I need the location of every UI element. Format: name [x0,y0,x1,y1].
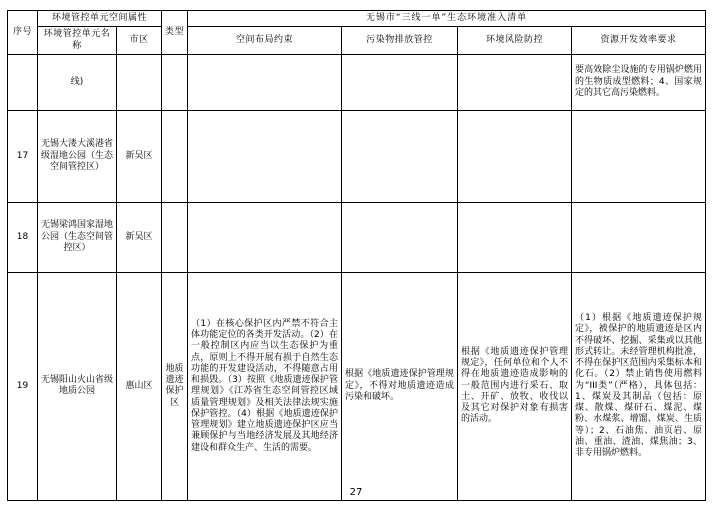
row-space-layout [188,54,342,110]
row-unit-name: 无锡阳山火山省级地质公园 [38,272,117,500]
row-district: 新吴区 [117,110,162,202]
row-unit-name: 无锡大溇大溪港省级湿地公园（生态空间管控区） [38,110,117,202]
row-type [162,54,188,110]
row-pollutant [342,54,458,110]
table-row [8,110,706,202]
row-index [8,54,38,110]
header-col-space-layout: 空间布局约束 [188,27,342,55]
row-pollutant: 根据《地质遗迹保护管理规定》，不得对地质遗迹造成污染和破坏。 [342,272,458,500]
row-unit-name: 线) [38,54,117,110]
row-type-text: 地质遗迹保护区 [165,363,184,408]
row-risk [458,54,572,110]
row-pollutant [342,202,458,272]
row-type [162,110,188,202]
header-group-spatial-attribute: 环境管控单元空间属性 [38,11,162,27]
row-resource: 要高效除尘设施的专用锅炉燃用的生物质成型燃料；4、国家规定的其它高污染燃料。 [572,54,706,110]
row-space-layout [188,202,342,272]
row-index: 17 [8,110,38,202]
row-risk: 根据《地质遗迹保护管理规定》，任何单位和个人不得在地质遗迹造成影响的一般范围内进行采石、取土、开矿、放牧、收伐以及其它对保护对象有损害的活动。 [458,272,572,500]
header-group-access-list: 无锡市“三线一单”生态环境准入清单 [188,11,706,27]
table-row [8,54,706,110]
table-row [8,202,706,272]
row-space-layout: （1）在核心保护区内严禁不符合主体功能定位的各类开发活动。（2）在一般控制区内应当以生态保护为重点，原则上不得开展有损于自然生态功能的开发建设活动，不得随意占用和损毁。（3）按照《地质遗迹保护管理规划》《江苏省生态空间管控区域质量管理规划》及相关法律法规实施保护管控。（4）根据《地质遗迹保护管理规划》建立地质遗迹保护区应当兼顾保护与当地经济发展及其地经济建设和群众生产、生活的需要。 [188,272,342,500]
row-district: 新吴区 [117,202,162,272]
row-district [117,54,162,110]
eco-environment-access-list-table [7,10,706,501]
row-resource [572,110,706,202]
row-index: 18 [8,202,38,272]
table-header-row-2 [8,27,706,55]
row-unit-name: 无锡梁鸿国家湿地公园（生态空间管控区） [38,202,117,272]
page-number: 27 [349,487,363,498]
row-risk [458,202,572,272]
header-col-type-text: 类型 [165,26,185,37]
header-col-unit-name: 环境管控单元名称 [38,27,117,55]
row-pollutant [342,110,458,202]
row-type [162,272,188,500]
row-space-layout [188,110,342,202]
header-col-district: 市区 [117,27,162,55]
row-district: 惠山区 [117,272,162,500]
table-row [8,272,706,500]
header-col-risk: 环境风险防控 [458,27,572,55]
row-type [162,202,188,272]
row-risk [458,110,572,202]
header-col-index: 序号 [8,11,38,55]
row-resource [572,202,706,272]
table-header-row-1 [8,11,706,27]
row-resource: （1）根据《地质遗迹保护规定》，被保护的地质遗迹是区内不得破坏、挖掘、采集或以其他形式转让。未经管理机构批准，不得在保护区范围内采集标本和化石。（2）禁止销售使用燃料为“III类”（严格），具体包括：1、煤炭及其制品（包括：原煤、散煤、煤矸石、煤泥、煤粉、水煤浆、增馏、煤炭、生质等）；2、石油焦、油页岩、原油、重油、渣油、煤焦油；3、非专用锅炉燃料。 [572,272,706,500]
row-index: 19 [8,272,38,500]
header-col-type [162,11,188,55]
header-col-resource: 资源开发效率要求 [572,27,706,55]
header-col-pollutant: 污染物排放管控 [342,27,458,55]
